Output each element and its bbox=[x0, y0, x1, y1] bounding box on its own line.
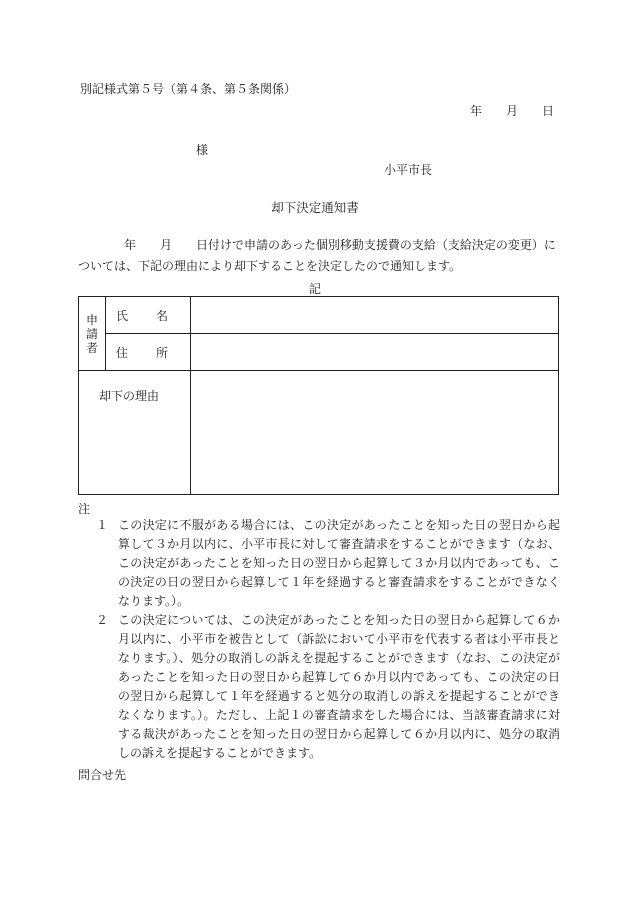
date-line bbox=[470, 102, 554, 119]
address-label-cell bbox=[106, 334, 191, 371]
notes-heading: 注 bbox=[78, 502, 91, 516]
reason-value-cell[interactable] bbox=[191, 371, 559, 495]
note-text: この決定については、この決定があったことを知った日の翌日から起算して６か月以内に、小平市を被告として（訴訟において小平市を代表する者は小平市長となります。）、処分の取消しの訴えを提起することができます（なお、この決定があったことを知った日の翌日から起算して６か月以内であっても、この決定の日の翌日から起算して１年を経過すると処分の取消しの訴えを提起することができなくなります。）。ただし、上記１の審査請求をした場合には、当該審査請求に対する裁決があったことを知った日の翌日から起算して６か月以内に、処分の取消しの訴えを提起することができます。 bbox=[118, 613, 560, 760]
applicant-label-text: 申 請 者 bbox=[85, 312, 98, 355]
ki-heading: 記 bbox=[308, 282, 321, 296]
note-item bbox=[78, 516, 560, 611]
body-text bbox=[78, 235, 560, 277]
body-line-1: 年 月 日付けで申請のあった個別移動支援費の支給（支給決定の変更）に bbox=[124, 238, 556, 252]
notes-list bbox=[78, 516, 560, 763]
document-title: 却下決定通知書 bbox=[271, 200, 359, 215]
applicant-table bbox=[78, 296, 559, 495]
issuer: 小平市長 bbox=[384, 163, 433, 177]
name-label: 氏 名 bbox=[116, 308, 168, 323]
address-label: 住 所 bbox=[116, 345, 168, 360]
applicant-label bbox=[79, 297, 106, 371]
note-number: ２ bbox=[95, 613, 108, 627]
note-item bbox=[78, 611, 560, 763]
address-value-cell[interactable] bbox=[191, 334, 559, 371]
reason-label: 却下の理由 bbox=[79, 371, 191, 495]
addressee: 様 bbox=[196, 143, 209, 157]
form-number: 別記様式第５号（第４条、第５条関係） bbox=[80, 82, 297, 96]
body-line-2: ついては、下記の理由により却下することを決定したので通知します。 bbox=[78, 259, 462, 273]
name-value-cell[interactable] bbox=[191, 297, 559, 334]
note-text: この決定に不服がある場合には、この決定があったことを知った日の翌日から起算して３か月以内に、小平市長に対して審査請求をすることができます（なお、この決定があったことを知った日の翌日から起算して３か月以内であっても、この決定の日の翌日から起算して１年を経過すると審査請求をすることができなくなります。）。 bbox=[118, 518, 560, 608]
note-number: １ bbox=[95, 518, 108, 532]
date-month: 月 bbox=[506, 104, 519, 118]
contact-label: 問合せ先 bbox=[78, 768, 127, 782]
name-label-cell bbox=[106, 297, 191, 334]
date-year: 年 bbox=[470, 104, 483, 118]
date-day: 日 bbox=[542, 104, 555, 118]
